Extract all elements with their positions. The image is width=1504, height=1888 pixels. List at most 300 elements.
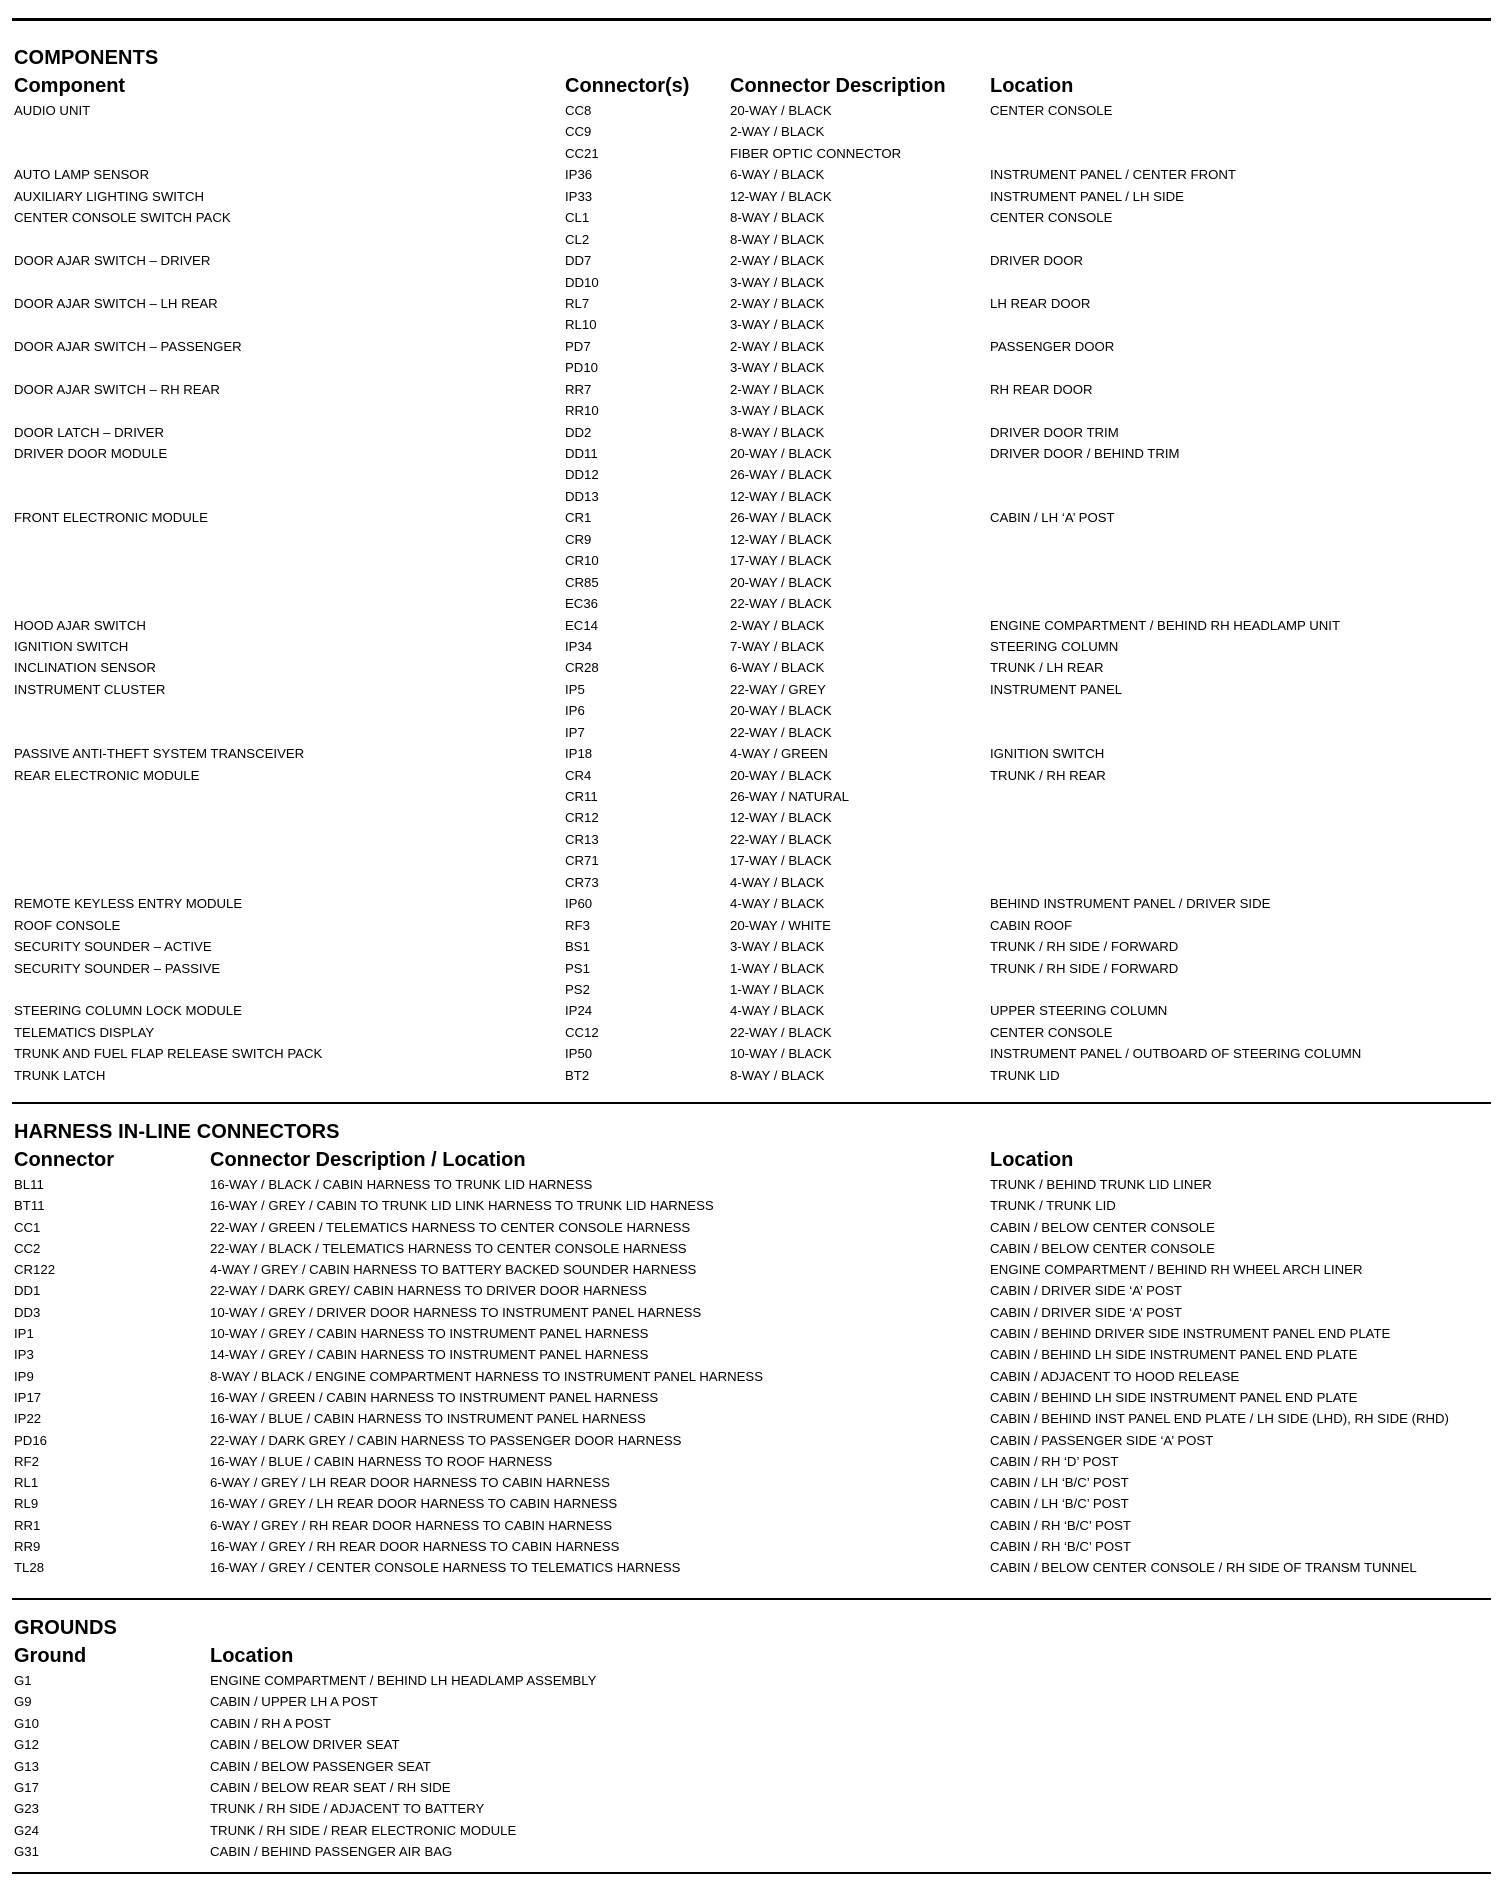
location-cell: ENGINE COMPARTMENT / BEHIND RH HEADLAMP UNIT <box>990 617 1341 633</box>
harness-connector-cell: RR9 <box>14 1539 41 1555</box>
connector-description-cell: 22-WAY / BLACK <box>730 724 832 740</box>
component-name-cell: PASSIVE ANTI-THEFT SYSTEM TRANSCEIVER <box>14 746 305 762</box>
connector-cell: RR10 <box>565 403 599 419</box>
harness-description-cell: 4-WAY / GREY / CABIN HARNESS TO BATTERY BACKED SOUNDER HARNESS <box>210 1262 697 1278</box>
table-row <box>14 743 1491 764</box>
connector-description-cell: 2-WAY / BLACK <box>730 381 825 397</box>
table-row <box>14 1451 1491 1472</box>
harness-description-cell: 16-WAY / BLUE / CABIN HARNESS TO INSTRUMENT PANEL HARNESS <box>210 1411 646 1427</box>
connector-description-cell: 8-WAY / BLACK <box>730 210 825 226</box>
connector-description-cell: 22-WAY / BLACK <box>730 596 832 612</box>
connector-description-cell: 22-WAY / GREY <box>730 681 826 697</box>
location-cell: PASSENGER DOOR <box>990 338 1115 354</box>
connector-cell: IP50 <box>565 1046 593 1062</box>
connector-cell: IP33 <box>565 188 593 204</box>
table-row <box>14 443 1491 464</box>
component-name-cell: SECURITY SOUNDER – ACTIVE <box>14 939 212 955</box>
connector-cell: DD13 <box>565 488 599 504</box>
table-row <box>14 1366 1491 1387</box>
component-column-header: Component <box>14 75 126 97</box>
location-cell: UPPER STEERING COLUMN <box>990 1003 1168 1019</box>
ground-location-cell: TRUNK / RH SIDE / REAR ELECTRONIC MODULE <box>210 1822 517 1838</box>
grounds-table-body <box>14 1670 1491 1863</box>
connector-cell: EC14 <box>565 617 598 633</box>
table-row <box>14 1557 1491 1578</box>
table-row <box>14 336 1491 357</box>
harness-connector-cell: DD3 <box>14 1304 41 1320</box>
table-row <box>14 486 1491 507</box>
connector-description-cell: 4-WAY / GREEN <box>730 746 828 762</box>
harness-connector-cell: CR122 <box>14 1262 56 1278</box>
ground-location-cell: CABIN / BEHIND PASSENGER AIR BAG <box>210 1844 453 1860</box>
table-row <box>14 679 1491 700</box>
location-cell: DRIVER DOOR / BEHIND TRIM <box>990 446 1180 461</box>
ground-id-cell: G17 <box>14 1779 39 1795</box>
harness-section <box>14 1120 1491 1579</box>
ground-id-cell: G10 <box>14 1715 39 1731</box>
component-name-cell: DRIVER DOOR MODULE <box>14 446 168 461</box>
table-row <box>14 1387 1491 1408</box>
component-name-cell: DOOR AJAR SWITCH – RH REAR <box>14 381 220 397</box>
connector-cell: DD2 <box>565 424 592 440</box>
harness-description-cell: 8-WAY / BLACK / ENGINE COMPARTMENT HARNESS TO INSTRUMENT PANEL HARNESS <box>210 1368 764 1384</box>
location-cell: CENTER CONSOLE <box>990 1024 1113 1040</box>
table-row <box>14 1195 1491 1216</box>
component-name-cell: DOOR LATCH – DRIVER <box>14 424 164 440</box>
connector-cell: IP7 <box>565 724 585 740</box>
connector-cell: CC9 <box>565 124 592 140</box>
connector-description-cell: 3-WAY / BLACK <box>730 360 825 376</box>
component-name-cell: CENTER CONSOLE SWITCH PACK <box>14 210 231 226</box>
table-row <box>14 765 1491 786</box>
location-cell: CABIN / LH ‘A’ POST <box>990 510 1115 526</box>
connector-cell: IP5 <box>565 681 585 697</box>
connector-description-cell: 10-WAY / BLACK <box>730 1046 832 1062</box>
connector-description-cell: 2-WAY / BLACK <box>730 253 825 269</box>
top-rule <box>12 18 1491 21</box>
connector-description-cell: FIBER OPTIC CONNECTOR <box>730 145 902 161</box>
harness-connector-cell: IP3 <box>14 1347 34 1363</box>
harness-location-column-header: Location <box>990 1149 1074 1171</box>
connector-description-cell: 2-WAY / BLACK <box>730 124 825 140</box>
table-row <box>14 143 1491 164</box>
table-row <box>14 915 1491 936</box>
connector-description-cell: 20-WAY / WHITE <box>730 917 831 933</box>
connector-cell: CR12 <box>565 810 599 826</box>
grounds-header-row <box>14 1640 1491 1670</box>
harness-description-cell: 22-WAY / DARK GREY/ CABIN HARNESS TO DRIVER DOOR HARNESS <box>210 1283 647 1299</box>
location-cell: RH REAR DOOR <box>990 381 1093 397</box>
connector-cell: CC12 <box>565 1024 599 1040</box>
table-row <box>14 893 1491 914</box>
harness-location-cell: TRUNK / TRUNK LID <box>990 1198 1116 1214</box>
component-name-cell: AUDIO UNIT <box>14 103 91 118</box>
connector-cell: DD11 <box>565 446 598 461</box>
connector-description-cell: 8-WAY / BLACK <box>730 1067 825 1083</box>
connector-description-cell: 4-WAY / BLACK <box>730 896 825 912</box>
connector-cell: CR28 <box>565 660 599 676</box>
harness-connector-cell: BT11 <box>14 1198 45 1214</box>
location-cell: TRUNK / RH SIDE / FORWARD <box>990 960 1179 976</box>
connector-cell: CL1 <box>565 210 590 226</box>
table-row <box>14 1472 1491 1493</box>
ground-location-column-header: Location <box>210 1645 294 1667</box>
table-row <box>14 1174 1491 1195</box>
harness-connector-cell: BL11 <box>14 1177 44 1192</box>
location-cell: IGNITION SWITCH <box>990 746 1105 762</box>
table-row <box>14 1043 1491 1064</box>
harness-title: HARNESS IN-LINE CONNECTORS <box>14 1121 340 1143</box>
ground-location-cell: CABIN / BELOW PASSENGER SEAT <box>210 1758 431 1774</box>
location-cell: BEHIND INSTRUMENT PANEL / DRIVER SIDE <box>990 896 1271 912</box>
components-title: COMPONENTS <box>14 47 159 69</box>
table-row <box>14 272 1491 293</box>
connector-cell: CR73 <box>565 874 599 890</box>
harness-connector-cell: PD16 <box>14 1432 47 1448</box>
ground-id-cell: G9 <box>14 1694 32 1710</box>
connector-description-cell: 4-WAY / BLACK <box>730 1003 825 1019</box>
table-row <box>14 1777 1491 1798</box>
connector-cell: DD7 <box>565 253 592 269</box>
location-cell: INSTRUMENT PANEL / OUTBOARD OF STEERING COLUMN <box>990 1046 1362 1062</box>
ground-location-cell: CABIN / RH A POST <box>210 1715 331 1731</box>
table-row <box>14 422 1491 443</box>
table-row <box>14 464 1491 485</box>
component-name-cell: INSTRUMENT CLUSTER <box>14 681 166 697</box>
harness-location-cell: CABIN / RH ‘B/C’ POST <box>990 1517 1131 1533</box>
table-row <box>14 786 1491 807</box>
location-cell: LH REAR DOOR <box>990 295 1091 311</box>
harness-connector-cell: IP1 <box>14 1326 34 1342</box>
connector-cell: CR13 <box>565 831 599 847</box>
connector-cell: BS1 <box>565 939 590 955</box>
connector-cell: RR7 <box>565 381 592 397</box>
connector-cell: CR10 <box>565 553 599 569</box>
harness-location-cell: CABIN / PASSENGER SIDE ‘A’ POST <box>990 1432 1214 1448</box>
ground-id-cell: G23 <box>14 1801 39 1817</box>
location-cell: CABIN ROOF <box>990 917 1073 933</box>
harness-connector-cell: CC1 <box>14 1219 41 1235</box>
table-row <box>14 1302 1491 1323</box>
table-row <box>14 229 1491 250</box>
connector-description-cell: 1-WAY / BLACK <box>730 981 825 997</box>
table-row <box>14 529 1491 550</box>
table-row <box>14 979 1491 1000</box>
connector-description-cell: 22-WAY / BLACK <box>730 1024 832 1040</box>
connector-description-cell: 4-WAY / BLACK <box>730 874 825 890</box>
table-row <box>14 1065 1491 1086</box>
ground-location-cell: CABIN / UPPER LH A POST <box>210 1694 378 1710</box>
table-row <box>14 1515 1491 1536</box>
table-row <box>14 1280 1491 1301</box>
components-table-body <box>14 100 1491 1086</box>
harness-description-cell: 14-WAY / GREY / CABIN HARNESS TO INSTRUMENT PANEL HARNESS <box>210 1347 649 1363</box>
connector-description-cell: 2-WAY / BLACK <box>730 295 825 311</box>
connector-cell: CR9 <box>565 531 592 547</box>
component-name-cell: IGNITION SWITCH <box>14 638 129 654</box>
harness-location-cell: CABIN / ADJACENT TO HOOD RELEASE <box>990 1368 1240 1384</box>
table-row <box>14 593 1491 614</box>
connector-description-cell: 26-WAY / BLACK <box>730 467 832 483</box>
harness-connector-cell: IP9 <box>14 1368 34 1384</box>
table-row <box>14 1259 1491 1280</box>
connector-description-cell: 20-WAY / BLACK <box>730 446 832 461</box>
connector-description-cell: 17-WAY / BLACK <box>730 553 832 569</box>
component-name-cell: STEERING COLUMN LOCK MODULE <box>14 1003 242 1019</box>
location-cell: TRUNK / LH REAR <box>990 660 1104 676</box>
harness-description-cell: 22-WAY / GREEN / TELEMATICS HARNESS TO CENTER CONSOLE HARNESS <box>210 1219 691 1235</box>
location-cell: INSTRUMENT PANEL <box>990 681 1123 697</box>
table-row <box>14 615 1491 636</box>
connector-cell: RL10 <box>565 317 597 333</box>
harness-header-row <box>14 1144 1491 1174</box>
harness-description-cell: 22-WAY / DARK GREY / CABIN HARNESS TO PASSENGER DOOR HARNESS <box>210 1432 682 1448</box>
connector-cell: PD7 <box>565 338 591 354</box>
table-row <box>14 829 1491 850</box>
harness-connector-cell: RF2 <box>14 1453 39 1469</box>
connector-cell: CC21 <box>565 145 599 161</box>
component-name-cell: AUXILIARY LIGHTING SWITCH <box>14 188 205 204</box>
connector-cell: PS2 <box>565 981 590 997</box>
connector-description-cell: 12-WAY / BLACK <box>730 488 832 504</box>
connector-description-cell: 12-WAY / BLACK <box>730 810 832 826</box>
connector-cell: CC8 <box>565 103 592 118</box>
connector-cell: DD12 <box>565 467 599 483</box>
harness-description-cell: 16-WAY / BLUE / CABIN HARNESS TO ROOF HARNESS <box>210 1453 553 1469</box>
component-name-cell: HOOD AJAR SWITCH <box>14 617 146 633</box>
connector-description-cell: 20-WAY / BLACK <box>730 574 832 590</box>
table-row <box>14 1022 1491 1043</box>
table-row <box>14 186 1491 207</box>
connector-cell: CR1 <box>565 510 592 526</box>
connector-description-cell: 3-WAY / BLACK <box>730 317 825 333</box>
harness-location-cell: CABIN / DRIVER SIDE ‘A’ POST <box>990 1283 1182 1299</box>
harness-location-cell: TRUNK / BEHIND TRUNK LID LINER <box>990 1177 1212 1192</box>
location-cell: DRIVER DOOR TRIM <box>990 424 1119 440</box>
harness-description-cell: 16-WAY / GREEN / CABIN HARNESS TO INSTRUMENT PANEL HARNESS <box>210 1389 659 1405</box>
component-name-cell: AUTO LAMP SENSOR <box>14 167 150 183</box>
table-row <box>14 164 1491 185</box>
connector-cell: IP18 <box>565 746 593 762</box>
table-row <box>14 100 1491 121</box>
location-cell: INSTRUMENT PANEL / LH SIDE <box>990 188 1184 204</box>
ground-id-cell: G13 <box>14 1758 39 1774</box>
harness-connector-cell: IP22 <box>14 1411 42 1427</box>
harness-connector-cell: DD1 <box>14 1283 41 1299</box>
connector-description-cell: 20-WAY / BLACK <box>730 767 832 783</box>
table-row <box>14 1000 1491 1021</box>
harness-location-cell: CABIN / BEHIND INST PANEL END PLATE / LH SIDE (LHD), RH SIDE (RHD) <box>990 1411 1449 1427</box>
ground-id-cell: G31 <box>14 1844 39 1860</box>
table-row <box>14 314 1491 335</box>
location-cell: TRUNK LID <box>990 1067 1060 1083</box>
grounds-section <box>14 1616 1491 1863</box>
ground-id-cell: G12 <box>14 1737 39 1753</box>
harness-description-cell: 6-WAY / GREY / RH REAR DOOR HARNESS TO CABIN HARNESS <box>210 1517 613 1533</box>
table-row <box>14 1238 1491 1259</box>
connector-cell: PS1 <box>565 960 590 976</box>
connector-description-cell: 1-WAY / BLACK <box>730 960 825 976</box>
table-row <box>14 1820 1491 1841</box>
table-row <box>14 1798 1491 1819</box>
components-header-row <box>14 70 1491 100</box>
location-column-header: Location <box>990 75 1074 97</box>
connector-description-cell: 12-WAY / BLACK <box>730 188 832 204</box>
ground-location-cell: ENGINE COMPARTMENT / BEHIND LH HEADLAMP ASSEMBLY <box>210 1673 597 1688</box>
ground-location-cell: CABIN / BELOW DRIVER SEAT <box>210 1737 400 1753</box>
harness-location-cell: CABIN / BEHIND DRIVER SIDE INSTRUMENT PANEL END PLATE <box>990 1326 1391 1342</box>
table-row <box>14 636 1491 657</box>
connector-description-cell: 26-WAY / NATURAL <box>730 789 849 804</box>
harness-location-cell: CABIN / BELOW CENTER CONSOLE / RH SIDE OF TRANSM TUNNEL <box>990 1560 1417 1576</box>
harness-connector-cell: RL9 <box>14 1496 39 1512</box>
table-row <box>14 1734 1491 1755</box>
table-row <box>14 207 1491 228</box>
harness-connector-column-header: Connector <box>14 1149 114 1171</box>
harness-description-cell: 16-WAY / GREY / CABIN TO TRUNK LID LINK HARNESS TO TRUNK LID HARNESS <box>210 1198 714 1214</box>
table-row <box>14 1493 1491 1514</box>
table-row <box>14 400 1491 421</box>
connector-description-cell: 8-WAY / BLACK <box>730 424 825 440</box>
connector-description-cell: 22-WAY / BLACK <box>730 831 832 847</box>
ground-location-cell: CABIN / BELOW REAR SEAT / RH SIDE <box>210 1779 451 1795</box>
component-name-cell: ROOF CONSOLE <box>14 917 121 933</box>
location-cell: INSTRUMENT PANEL / CENTER FRONT <box>990 167 1236 183</box>
table-row <box>14 657 1491 678</box>
table-row <box>14 121 1491 142</box>
location-cell: CENTER CONSOLE <box>990 103 1113 118</box>
harness-connector-cell: CC2 <box>14 1240 41 1256</box>
component-name-cell: INCLINATION SENSOR <box>14 660 156 676</box>
components-section <box>14 46 1491 1086</box>
table-row <box>14 1217 1491 1238</box>
connector-cell: PD10 <box>565 360 598 376</box>
connector-description-cell: 2-WAY / BLACK <box>730 617 825 633</box>
harness-location-cell: CABIN / DRIVER SIDE ‘A’ POST <box>990 1304 1182 1320</box>
connector-description-cell: 12-WAY / BLACK <box>730 531 832 547</box>
component-name-cell: TELEMATICS DISPLAY <box>14 1024 155 1040</box>
connector-cell: IP34 <box>565 638 593 654</box>
grounds-title: GROUNDS <box>14 1617 117 1639</box>
connector-cell: CL2 <box>565 231 590 247</box>
harness-description-column-header: Connector Description / Location <box>210 1149 526 1171</box>
component-name-cell: DOOR AJAR SWITCH – PASSENGER <box>14 338 242 354</box>
ground-location-cell: TRUNK / RH SIDE / ADJACENT TO BATTERY <box>210 1801 485 1817</box>
table-row <box>14 872 1491 893</box>
table-row <box>14 357 1491 378</box>
table-row <box>14 700 1491 721</box>
table-row <box>14 507 1491 528</box>
component-name-cell: TRUNK LATCH <box>14 1067 106 1083</box>
component-name-cell: REAR ELECTRONIC MODULE <box>14 767 200 783</box>
table-row <box>14 379 1491 400</box>
description-column-header: Connector Description <box>730 75 946 97</box>
connector-cell: IP24 <box>565 1003 593 1019</box>
location-cell: CENTER CONSOLE <box>990 210 1113 226</box>
table-row <box>14 1323 1491 1344</box>
connector-description-cell: 6-WAY / BLACK <box>730 167 825 183</box>
table-row <box>14 1670 1491 1691</box>
harness-connector-cell: RR1 <box>14 1517 41 1533</box>
ground-id-cell: G24 <box>14 1822 39 1838</box>
table-row <box>14 250 1491 271</box>
location-cell: TRUNK / RH SIDE / FORWARD <box>990 939 1179 955</box>
connector-description-cell: 26-WAY / BLACK <box>730 510 832 526</box>
harness-description-cell: 16-WAY / GREY / RH REAR DOOR HARNESS TO CABIN HARNESS <box>210 1539 620 1555</box>
connector-cell: CR11 <box>565 789 598 804</box>
connector-description-cell: 17-WAY / BLACK <box>730 853 832 869</box>
connector-description-cell: 20-WAY / BLACK <box>730 103 832 118</box>
harness-connector-cell: IP17 <box>14 1389 42 1405</box>
ground-column-header: Ground <box>14 1645 87 1667</box>
connector-cell: CR4 <box>565 767 592 783</box>
table-row <box>14 1408 1491 1429</box>
connector-description-cell: 20-WAY / BLACK <box>730 703 832 719</box>
table-row <box>14 1344 1491 1365</box>
harness-location-cell: CABIN / BELOW CENTER CONSOLE <box>990 1240 1215 1256</box>
table-row <box>14 1536 1491 1557</box>
connector-description-cell: 8-WAY / BLACK <box>730 231 825 247</box>
table-row <box>14 1691 1491 1712</box>
component-name-cell: TRUNK AND FUEL FLAP RELEASE SWITCH PACK <box>14 1046 323 1062</box>
connector-description-cell: 3-WAY / BLACK <box>730 274 825 290</box>
table-row <box>14 1756 1491 1777</box>
harness-description-cell: 10-WAY / GREY / CABIN HARNESS TO INSTRUMENT PANEL HARNESS <box>210 1326 649 1342</box>
harness-location-cell: CABIN / BEHIND LH SIDE INSTRUMENT PANEL END PLATE <box>990 1389 1358 1405</box>
harness-connector-cell: RL1 <box>14 1475 39 1491</box>
location-cell: DRIVER DOOR <box>990 253 1084 269</box>
location-cell: STEERING COLUMN <box>990 638 1119 654</box>
harness-bottom-rule <box>12 1598 1491 1600</box>
connector-description-cell: 2-WAY / BLACK <box>730 338 825 354</box>
table-row <box>14 1430 1491 1451</box>
connector-description-cell: 7-WAY / BLACK <box>730 638 825 654</box>
connector-cell: IP60 <box>565 896 593 912</box>
harness-description-cell: 22-WAY / BLACK / TELEMATICS HARNESS TO CENTER CONSOLE HARNESS <box>210 1240 687 1256</box>
bottom-rule <box>12 1872 1491 1874</box>
connector-description-cell: 3-WAY / BLACK <box>730 403 825 419</box>
connector-cell: IP36 <box>565 167 593 183</box>
connector-cell: CR71 <box>565 853 599 869</box>
table-row <box>14 550 1491 571</box>
table-row <box>14 958 1491 979</box>
harness-location-cell: CABIN / BELOW CENTER CONSOLE <box>990 1219 1215 1235</box>
table-row <box>14 936 1491 957</box>
table-row <box>14 1713 1491 1734</box>
harness-location-cell: ENGINE COMPARTMENT / BEHIND RH WHEEL ARCH LINER <box>990 1262 1363 1278</box>
component-name-cell: SECURITY SOUNDER – PASSIVE <box>14 960 221 976</box>
table-row <box>14 807 1491 828</box>
connector-cell: IP6 <box>565 703 585 719</box>
component-name-cell: DOOR AJAR SWITCH – DRIVER <box>14 253 211 269</box>
table-row <box>14 850 1491 871</box>
harness-location-cell: CABIN / RH ‘D’ POST <box>990 1453 1119 1469</box>
connector-description-cell: 6-WAY / BLACK <box>730 660 825 676</box>
harness-location-cell: CABIN / RH ‘B/C’ POST <box>990 1539 1131 1555</box>
component-name-cell: DOOR AJAR SWITCH – LH REAR <box>14 295 218 311</box>
table-row <box>14 572 1491 593</box>
connector-cell: DD10 <box>565 274 599 290</box>
harness-description-cell: 16-WAY / GREY / LH REAR DOOR HARNESS TO CABIN HARNESS <box>210 1496 618 1512</box>
connector-cell: CR85 <box>565 574 599 590</box>
harness-connector-cell: TL28 <box>14 1560 45 1576</box>
table-row <box>14 722 1491 743</box>
connector-cell: BT2 <box>565 1067 590 1083</box>
components-bottom-rule <box>12 1102 1491 1104</box>
harness-location-cell: CABIN / LH ‘B/C’ POST <box>990 1475 1129 1491</box>
connector-cell: EC36 <box>565 596 598 612</box>
ground-id-cell: G1 <box>14 1673 32 1688</box>
